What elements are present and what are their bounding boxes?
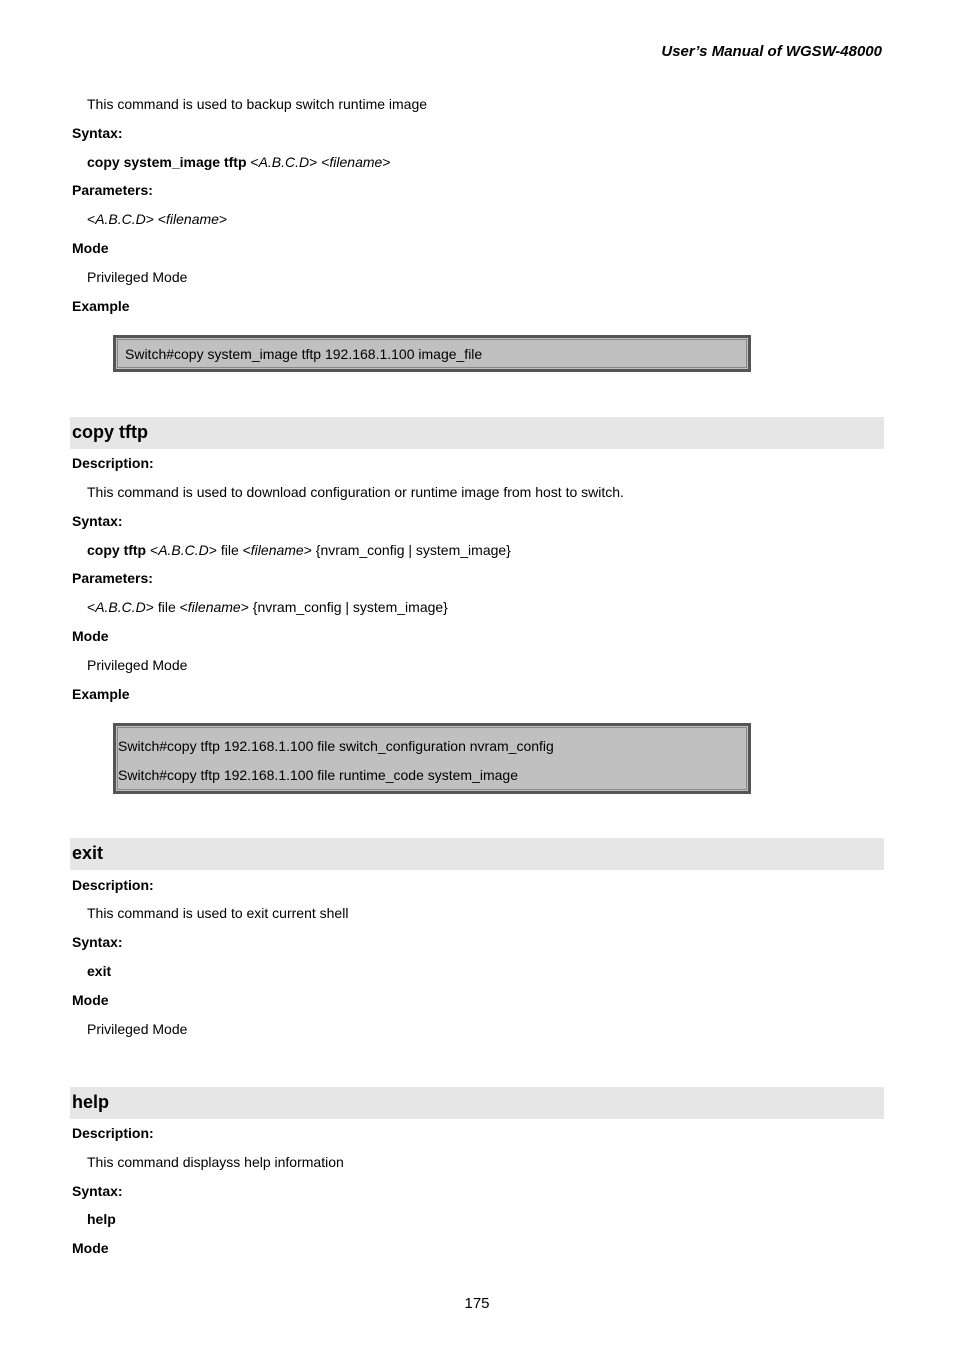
exit-syntax-label: Syntax: (72, 934, 123, 950)
copy-tftp-example-codebox (113, 723, 751, 794)
intro-params-arg-filename: filename (166, 211, 219, 227)
copy-tftp-mode-text: Privileged Mode (87, 657, 188, 673)
copy-tftp-syntax-sep2: > file < (208, 542, 251, 558)
copy-tftp-params-arg-ip: A.B.C.D (95, 599, 146, 615)
section-title-exit: exit (72, 843, 104, 863)
copy-tftp-params-arg-filename: filename (187, 599, 241, 615)
copy-tftp-example-line-2: Switch#copy tftp 192.168.1.100 file runtime_code system_image (118, 767, 519, 783)
copy-tftp-example-label: Example (72, 686, 130, 702)
intro-syntax (87, 154, 391, 170)
manual-header-title: User’s Manual of WGSW-48000 (661, 43, 882, 60)
help-description: This command displayss help information (87, 1154, 344, 1170)
intro-params-end: > (218, 211, 228, 227)
copy-tftp-example-line-1: Switch#copy tftp 192.168.1.100 file switch_configuration nvram_config (118, 738, 554, 754)
intro-params-arg-ip: A.B.C.D (95, 211, 146, 227)
copy-tftp-description-label: Description: (72, 455, 154, 471)
intro-mode-text: Privileged Mode (87, 269, 188, 285)
section-heading-copy-tftp (70, 417, 884, 449)
intro-example-line-1: Switch#copy system_image tftp 192.168.1.100 image_file (125, 346, 483, 362)
copy-tftp-params-open: < (87, 599, 96, 615)
intro-example-label: Example (72, 298, 130, 314)
intro-syntax-sep1: < (246, 154, 259, 170)
page-number: 175 (464, 1295, 490, 1312)
copy-tftp-params-sep: > file < (145, 599, 188, 615)
intro-params-sep: > < (145, 211, 167, 227)
exit-description: This command is used to exit current shell (87, 905, 349, 921)
copy-tftp-params-label: Parameters: (72, 570, 153, 586)
copy-tftp-syntax-arg-filename: filename (250, 542, 304, 558)
intro-example-codebox (113, 335, 751, 372)
section-heading-exit (70, 838, 884, 870)
copy-tftp-syntax-end: > {nvram_config | system_image} (303, 542, 511, 558)
copy-tftp-syntax-sep1: < (146, 542, 159, 558)
intro-params-label: Parameters: (72, 182, 153, 198)
intro-syntax-sep2: > < (309, 154, 330, 170)
copy-tftp-syntax-label: Syntax: (72, 513, 123, 529)
copy-tftp-syntax (87, 542, 511, 558)
exit-mode-text: Privileged Mode (87, 1021, 188, 1037)
section-heading-help (70, 1087, 884, 1119)
exit-syntax-command: exit (87, 963, 112, 979)
exit-mode-label: Mode (72, 992, 109, 1008)
help-syntax-command: help (87, 1211, 116, 1227)
copy-tftp-params-end: > {nvram_config | system_image} (240, 599, 448, 615)
section-title-copy-tftp: copy tftp (72, 422, 148, 442)
intro-mode-label: Mode (72, 240, 109, 256)
copy-tftp-syntax-arg-ip: A.B.C.D (158, 542, 209, 558)
exit-description-label: Description: (72, 877, 154, 893)
help-mode-label: Mode (72, 1240, 109, 1256)
intro-description: This command is used to backup switch runtime image (87, 96, 428, 112)
help-description-label: Description: (72, 1125, 154, 1141)
intro-syntax-label: Syntax: (72, 125, 123, 141)
copy-tftp-syntax-command: copy tftp (87, 542, 147, 558)
intro-syntax-command: copy system_image tftp (87, 154, 247, 170)
intro-params-open: < (87, 211, 96, 227)
intro-syntax-arg-ip: A.B.C.D (258, 154, 310, 170)
help-syntax-label: Syntax: (72, 1183, 123, 1199)
intro-params (87, 211, 227, 227)
intro-syntax-arg-filename: filename (329, 154, 383, 170)
section-title-help: help (72, 1092, 110, 1112)
intro-syntax-end: > (382, 154, 391, 170)
copy-tftp-description: This command is used to download configuration or runtime image from host to switch. (87, 484, 624, 500)
copy-tftp-mode-label: Mode (72, 628, 109, 644)
copy-tftp-params (87, 599, 448, 615)
